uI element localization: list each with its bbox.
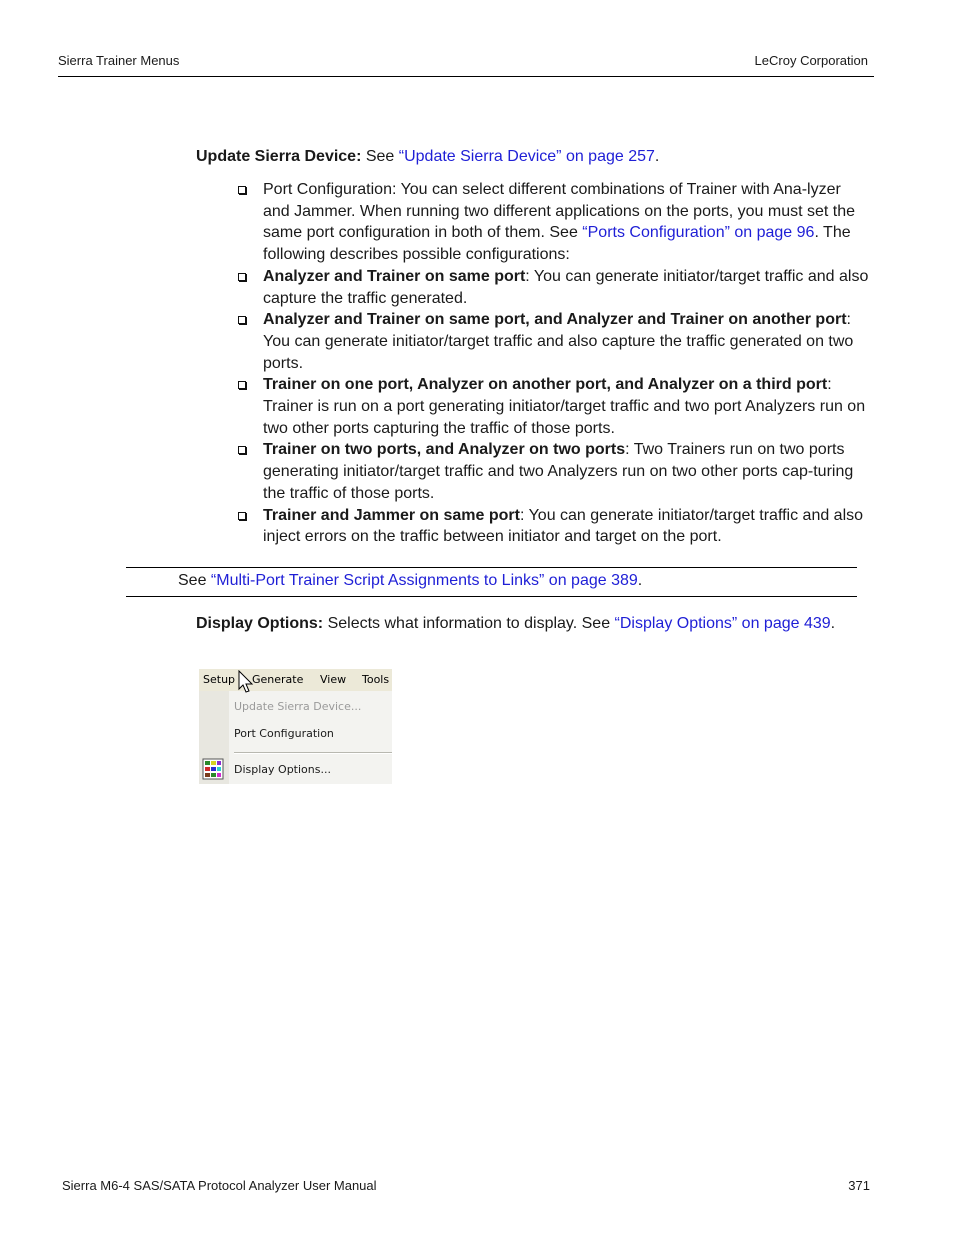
- setup-dropdown: [199, 691, 392, 784]
- update-para-text: See: [361, 148, 399, 165]
- bullet-bold: Analyzer and Trainer on same port, and Analyzer and Trainer on another port: [263, 311, 847, 329]
- bullet-text: Port Configuration: You can select different combinations of Trainer with Ana-lyzer and Jammer. When running two different applications on the ports, you must set the same port configuration in both of them. See: [263, 181, 856, 242]
- menu-item-update-sierra-device[interactable]: Update Sierra Device...: [234, 700, 362, 713]
- checkbox-bullet-icon: [238, 381, 246, 389]
- bullet-text-after: . The following describes possible configurations:: [263, 224, 851, 264]
- bullet-bold: Analyzer and Trainer on same port: [263, 267, 526, 285]
- footer-page-number: 371: [848, 1178, 870, 1193]
- multi-port-trainer-link[interactable]: “Multi-Port Trainer Script Assignments to Links” on page 389: [210, 572, 638, 589]
- bullet-text: : You can generate initiator/target traffic and also capture the traffic generated.: [263, 267, 869, 307]
- note-rule-bottom: [126, 596, 857, 597]
- update-sierra-device-paragraph: [196, 146, 876, 168]
- note-text: [178, 570, 642, 592]
- bullet-text: : Two Trainers run on two ports generating initiator/target traffic and two Analyzers run on two other ports cap-turing the traffic of those ports.: [263, 441, 854, 502]
- footer-manual-title: Sierra M6-4 SAS/SATA Protocol Analyzer User Manual: [62, 1178, 377, 1193]
- list-item: [236, 309, 870, 374]
- menu-setup[interactable]: Setup: [203, 673, 236, 686]
- note-end: .: [637, 572, 643, 589]
- menu-item-port-configuration[interactable]: Port Configuration: [234, 727, 334, 740]
- display-options-label: Display Options:: [196, 615, 324, 632]
- menu-separator: [234, 752, 392, 754]
- display-para-end: .: [830, 615, 836, 632]
- checkbox-bullet-icon: [238, 273, 246, 281]
- list-item: [236, 439, 870, 504]
- bullet-text: : Trainer is run on a port generating initiator/target traffic and two port Analyzers run on two other ports capturing the traffic of those ports.: [263, 376, 866, 437]
- bullet-bold: Trainer and Jammer on same port: [263, 506, 520, 524]
- checkbox-bullet-icon: [238, 446, 246, 454]
- display-para-text: Selects what information to display. See: [323, 615, 615, 632]
- display-options-icon: [202, 758, 224, 780]
- checkbox-bullet-icon: [238, 316, 246, 324]
- ports-configuration-link[interactable]: “Ports Configuration” on page 96: [582, 224, 815, 242]
- header-rule: [58, 76, 874, 77]
- configuration-bullet-list: [236, 179, 870, 548]
- note-rule-top: [126, 567, 857, 568]
- update-para-end: .: [654, 148, 660, 165]
- list-item: [236, 179, 870, 266]
- menu-item-display-options[interactable]: Display Options...: [234, 763, 331, 776]
- checkbox-bullet-icon: [238, 512, 246, 520]
- list-item: [236, 266, 870, 309]
- running-header-company: LeCroy Corporation: [754, 53, 868, 68]
- list-item: [236, 374, 870, 439]
- bullet-text: : You can generate initiator/target traffic and also capture the traffic generated on two ports.: [263, 311, 854, 372]
- bullet-bold: Trainer on one port, Analyzer on another port, and Analyzer on a third port: [263, 376, 828, 394]
- mouse-cursor-icon: [238, 670, 254, 694]
- menu-generate[interactable]: Generate: [252, 673, 304, 686]
- note-prefix: See: [178, 572, 211, 589]
- list-item: [236, 505, 870, 548]
- menu-bar: [199, 669, 392, 691]
- setup-menu-screenshot: [199, 669, 392, 784]
- display-options-paragraph: [196, 613, 886, 635]
- display-options-link[interactable]: “Display Options” on page 439: [614, 615, 831, 632]
- menu-view[interactable]: View: [320, 673, 347, 686]
- menu-tools[interactable]: Tools: [362, 673, 390, 686]
- bullet-bold: Trainer on two ports, and Analyzer on two ports: [263, 441, 626, 459]
- update-sierra-device-link[interactable]: “Update Sierra Device” on page 257: [398, 148, 655, 165]
- checkbox-bullet-icon: [238, 186, 246, 194]
- running-header-section: Sierra Trainer Menus: [58, 53, 180, 68]
- bullet-text: : You can generate initiator/target traffic and also inject errors on the traffic between initiator and target on the port.: [263, 506, 864, 546]
- update-sierra-device-label: Update Sierra Device:: [196, 148, 362, 165]
